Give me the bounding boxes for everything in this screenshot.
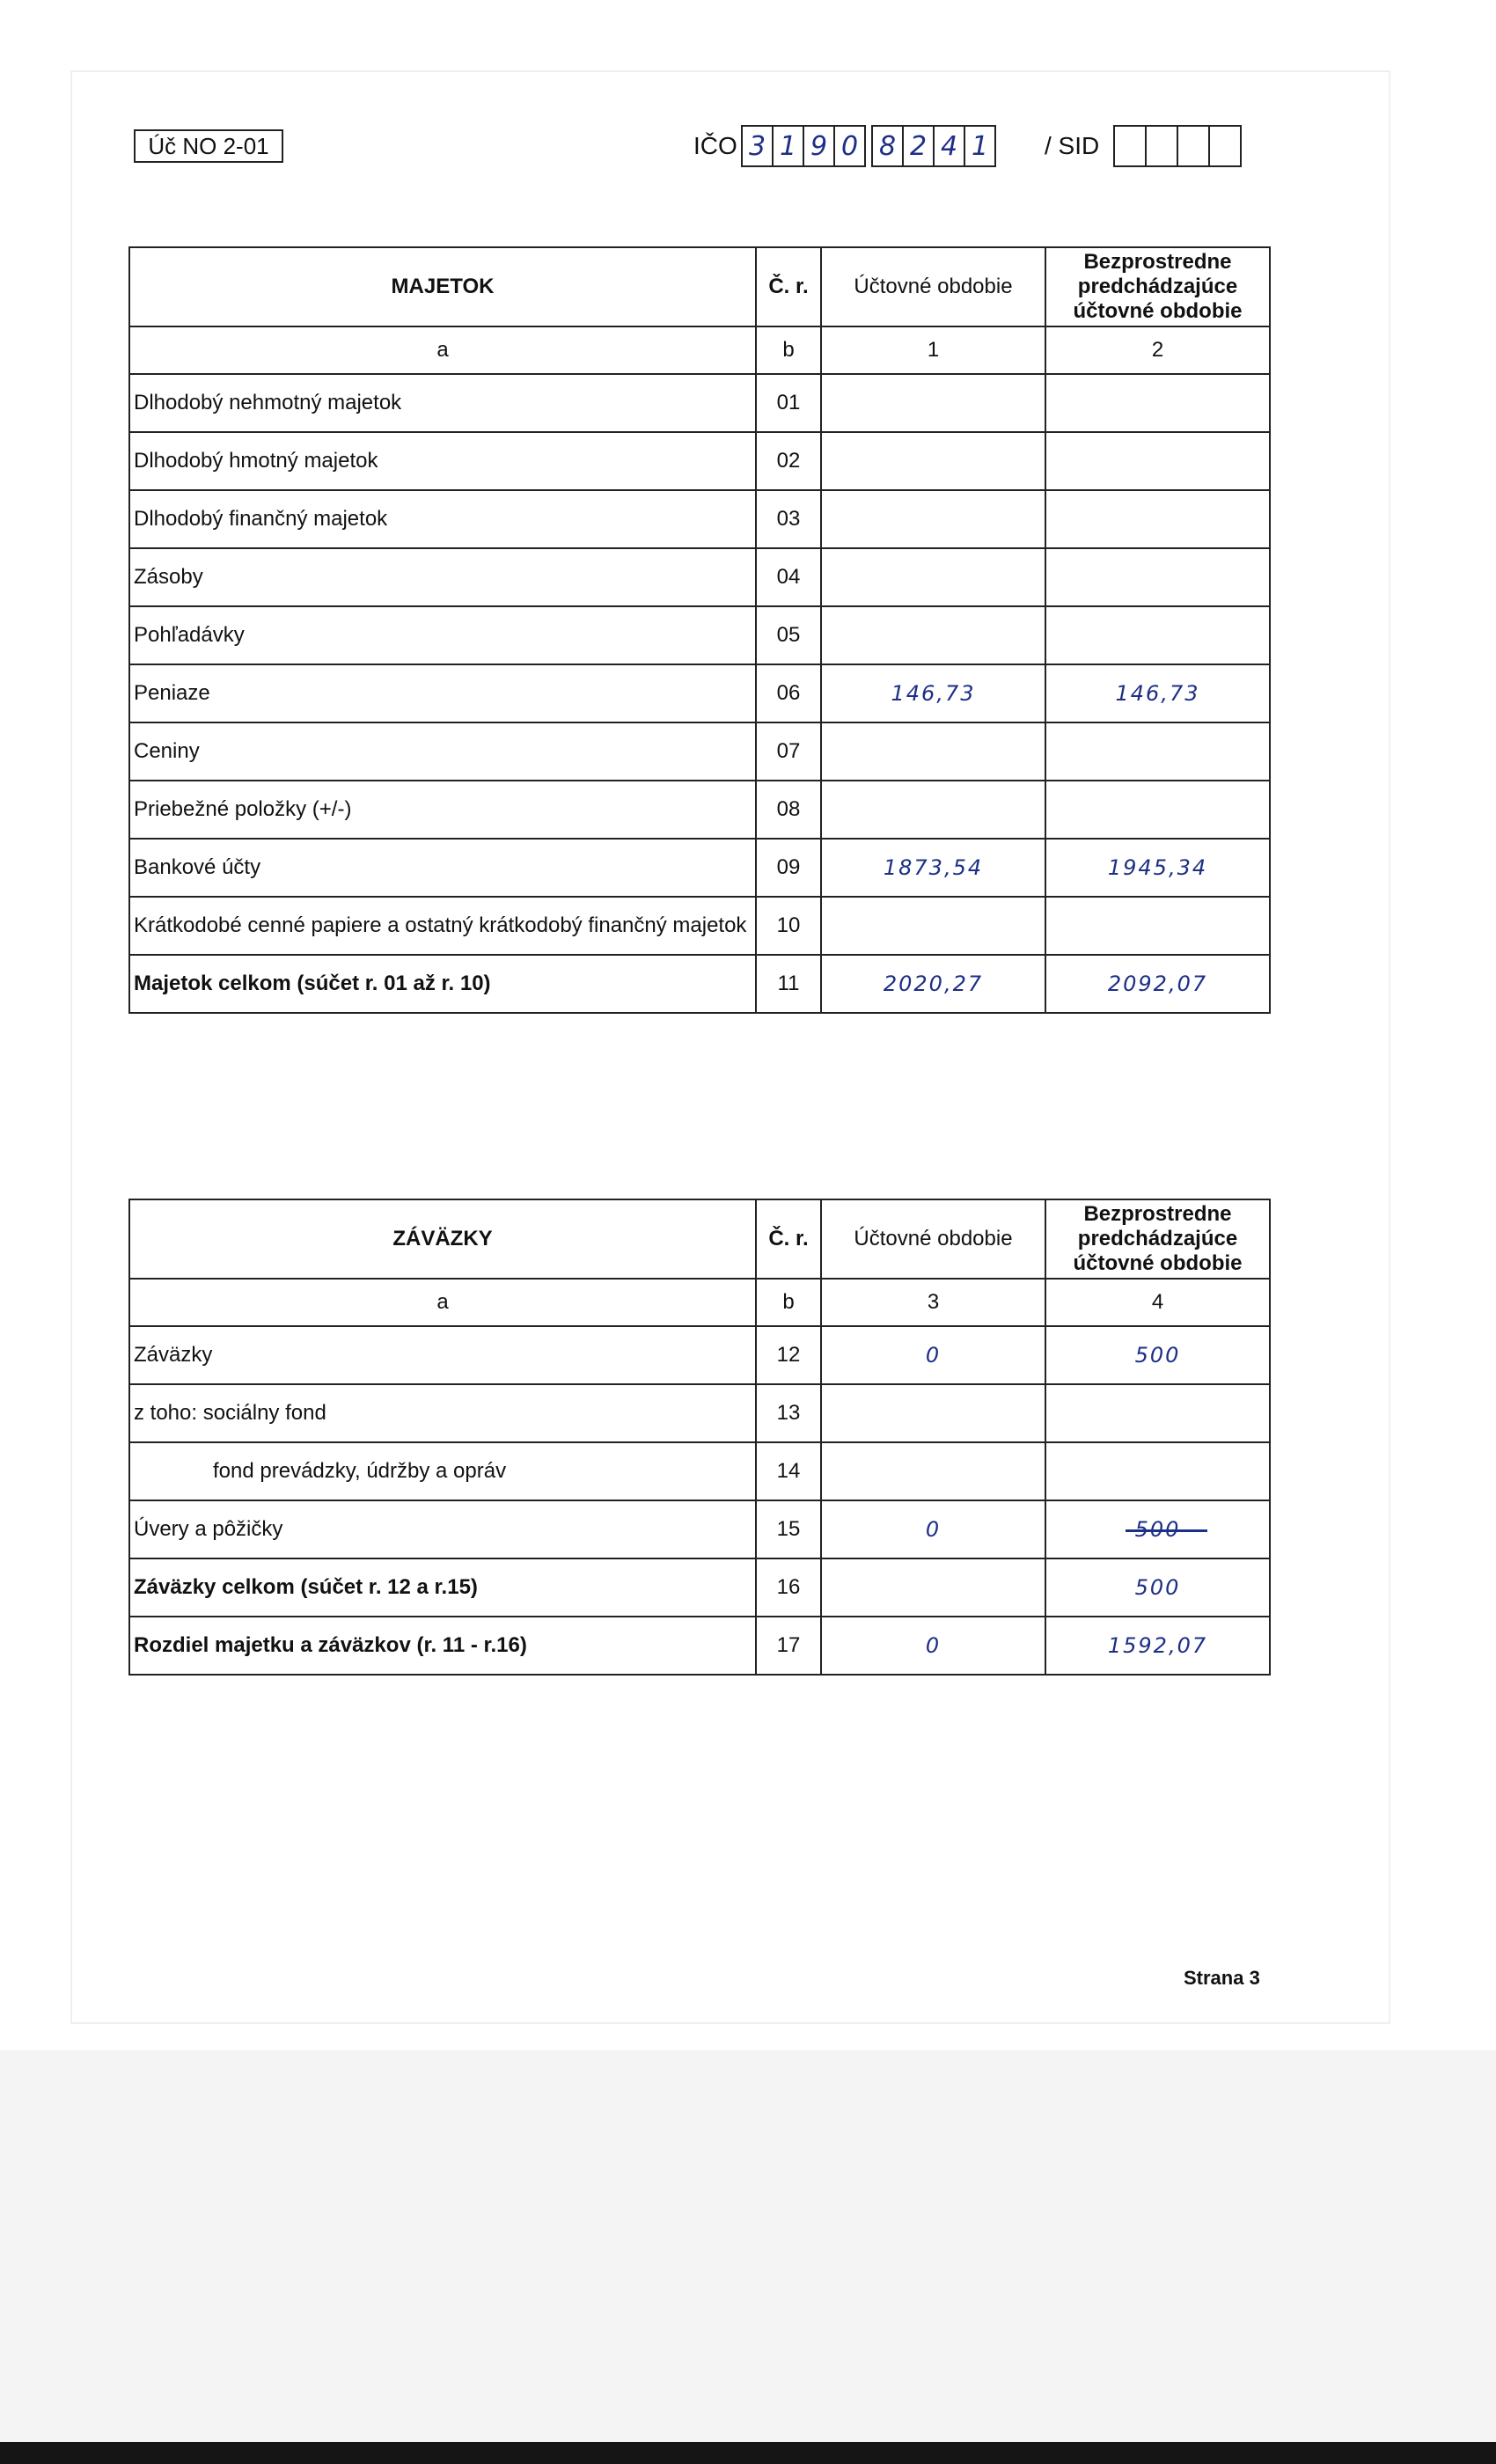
header-previous-period: Bezprostredne predchádzajúce účtovné obdobie [1045,247,1270,326]
value-previous[interactable]: 500 [1045,1326,1270,1384]
ico-digit: 2 [902,125,935,167]
value-previous[interactable]: 500 [1045,1558,1270,1617]
value-current[interactable] [821,490,1045,548]
ico-digit: 9 [803,125,835,167]
value-current[interactable]: 0 [821,1617,1045,1675]
column-key-row [129,326,1270,374]
value-current[interactable] [821,548,1045,606]
row-number: 17 [756,1617,821,1675]
form-code: Úč NO 2-01 [134,129,283,163]
row-number: 15 [756,1500,821,1558]
value-current[interactable] [821,897,1045,955]
table-row-total [129,955,1270,1013]
row-label: Rozdiel majetku a záväzkov (r. 11 - r.16) [129,1617,756,1675]
value-current[interactable]: 2020,27 [821,955,1045,1013]
header-current-period: Účtovné obdobie [821,247,1045,326]
row-label: Peniaze [129,664,756,722]
row-label: Dlhodobý finančný majetok [129,490,756,548]
row-number: 01 [756,374,821,432]
row-number: 11 [756,955,821,1013]
row-label: Bankové účty [129,839,756,897]
header-previous-period: Bezprostredne predchádzajúce účtovné obdobie [1045,1199,1270,1279]
row-number: 04 [756,548,821,606]
table-row [129,1442,1270,1500]
table-row [129,781,1270,839]
header-row-number: Č. r. [756,247,821,326]
value-current[interactable] [821,432,1045,490]
sid-label: / SID [1045,132,1100,159]
row-number: 09 [756,839,821,897]
key-3: 3 [821,1279,1045,1326]
value-current[interactable] [821,374,1045,432]
value-previous[interactable]: 2092,07 [1045,955,1270,1013]
row-label: Majetok celkom (súčet r. 01 až r. 10) [129,955,756,1013]
table-row [129,548,1270,606]
value-current[interactable] [821,1384,1045,1442]
row-label: Úvery a pôžičky [129,1500,756,1558]
table-row [129,722,1270,781]
sid-digit [1145,125,1178,167]
table-row [129,374,1270,432]
liabilities-table [128,1199,1271,1676]
value-current[interactable] [821,1558,1045,1617]
header-majetok: MAJETOK [129,247,756,326]
value-previous[interactable]: 1945,34 [1045,839,1270,897]
table-row-total [129,1558,1270,1617]
value-current[interactable] [821,606,1045,664]
row-number: 13 [756,1384,821,1442]
value-previous[interactable] [1045,1442,1270,1500]
row-label: Priebežné položky (+/-) [129,781,756,839]
row-label: Pohľadávky [129,606,756,664]
row-label: Záväzky [129,1326,756,1384]
table-header [129,1199,1270,1279]
row-label: Záväzky celkom (súčet r. 12 a r.15) [129,1558,756,1617]
row-number: 06 [756,664,821,722]
table-row [129,490,1270,548]
row-number: 02 [756,432,821,490]
scan-background [0,2050,1496,2464]
ico-field [741,125,1001,167]
value-current[interactable]: 0 [821,1500,1045,1558]
key-a: a [129,326,756,374]
value-previous[interactable]: 146,73 [1045,664,1270,722]
table-row [129,839,1270,897]
table-row [129,664,1270,722]
header-zavazky: ZÁVÄZKY [129,1199,756,1279]
value-previous[interactable] [1045,722,1270,781]
key-a: a [129,1279,756,1326]
key-2: 2 [1045,326,1270,374]
value-current[interactable]: 146,73 [821,664,1045,722]
ico-label: IČO [693,132,737,159]
table-row [129,1326,1270,1384]
header-current-period: Účtovné obdobie [821,1199,1045,1279]
row-label: fond prevádzky, údržby a opráv [129,1442,756,1500]
sid-digit [1208,125,1242,167]
scan-bottom-edge [0,2442,1496,2464]
value-current[interactable]: 0 [821,1326,1045,1384]
key-1: 1 [821,326,1045,374]
value-previous[interactable] [1045,1384,1270,1442]
ico-digit: 1 [964,125,996,167]
value-previous[interactable] [1045,490,1270,548]
table-row [129,606,1270,664]
ico-digit: 1 [772,125,804,167]
row-label: Zásoby [129,548,756,606]
row-label: z toho: sociálny fond [129,1384,756,1442]
row-label: Dlhodobý nehmotný majetok [129,374,756,432]
value-current[interactable] [821,722,1045,781]
key-b: b [756,1279,821,1326]
value-previous[interactable] [1045,781,1270,839]
table-row [129,897,1270,955]
value-previous[interactable] [1045,374,1270,432]
ico-digit: 8 [871,125,904,167]
sid-digit [1177,125,1210,167]
row-number: 16 [756,1558,821,1617]
key-b: b [756,326,821,374]
table-row [129,1384,1270,1442]
column-key-row [129,1279,1270,1326]
table-row [129,432,1270,490]
value-current[interactable] [821,1442,1045,1500]
value-current[interactable]: 1873,54 [821,839,1045,897]
table-header [129,247,1270,326]
value-previous[interactable]: 1592,07 [1045,1617,1270,1675]
header-row-number: Č. r. [756,1199,821,1279]
value-previous[interactable] [1045,606,1270,664]
row-number: 12 [756,1326,821,1384]
row-label: Krátkodobé cenné papiere a ostatný krátkodobý finančný majetok [129,897,756,955]
sid-digit [1113,125,1147,167]
row-number: 05 [756,606,821,664]
sid-field [1113,125,1240,167]
key-4: 4 [1045,1279,1270,1326]
table-row-total [129,1617,1270,1675]
value-current[interactable] [821,781,1045,839]
row-number: 14 [756,1442,821,1500]
row-number: 07 [756,722,821,781]
row-number: 03 [756,490,821,548]
value-previous[interactable] [1045,432,1270,490]
value-previous-struck[interactable]: 500 [1045,1500,1270,1558]
row-number: 10 [756,897,821,955]
page-number: Strana 3 [1184,1967,1260,1989]
ico-digit: 4 [933,125,965,167]
row-label: Dlhodobý hmotný majetok [129,432,756,490]
ico-digit: 0 [833,125,866,167]
row-number: 08 [756,781,821,839]
ico-digit: 3 [741,125,774,167]
table-row [129,1500,1270,1558]
value-previous[interactable] [1045,548,1270,606]
row-label: Ceniny [129,722,756,781]
assets-table [128,246,1271,1014]
value-previous[interactable] [1045,897,1270,955]
